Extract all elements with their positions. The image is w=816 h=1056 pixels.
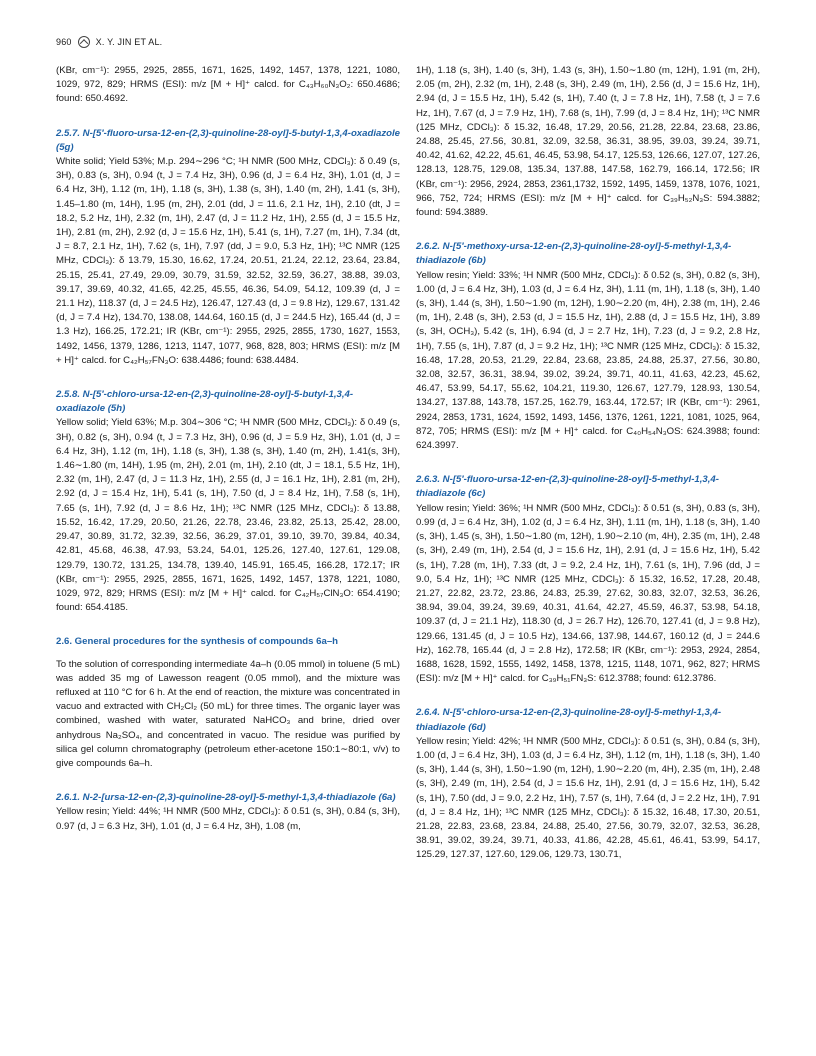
- paragraph-6d: Yellow resin; Yield: 42%; ¹H NMR (500 MHz, CDCl₃): δ 0.51 (s, 3H), 0.84 (s, 3H), 1.00 (d, J = 6.4 Hz, 3H), 1.03 (d, J = 6.4 Hz, 3H), 1.12 (m, 1H), 1.18 (s, 3H), 1.40 (s, 3H), 1.44 (s, 3H), 1.50∼1.90 (m, 12H), 1.90∼2.20 (m, 4H), 2.35 (m, 1H), 2.48 (s, 3H), 2.49 (m, 1H), 2.54 (d, J = 15.6 Hz, 1H), 2.91 (d, J = 15.6 Hz, 1H), 5.42 (s, 1H), 7.50 (dd, J = 9.0, 2.2 Hz, 1H), 7.57 (s, 1H), 7.64 (d, J = 2.2 Hz, 1H), 7.91 (d, J = 8.4 Hz, 1H); ¹³C NMR (125 MHz, CDCl₃): δ 15.32, 16.48, 17.30, 20.51, 21.28, 22.83, 23.68, 23.84, 24.88, 25.40, 27.56, 30.79, 32.07, 32.53, 36.28, 38.91, 39.02, 39.24, 39.71, 40.33, 41.86, 42.28, 45.61, 46.41, 53.99, 54.17, 125.29, 127.37, 127.60, 129.06, 129.73, 130.71,: [416, 735, 760, 861]
- paragraph-general-procedure: To the solution of corresponding intermediate 4a–h (0.05 mmol) in toluene (5 mL) was added 35 mg of Lawesson reagent (0.05 mmol), and the mixture was refluxed at 110 °C for 6 h. At the end of reaction, the mixture was concentrated in vacuo and extracted with CH₂Cl₂ (50 mL) for three times. The organic layer was combined, washed with water, saturated NaHCO₃ and brine, dried over anhydrous Na₂SO₄, and concentrated in vacuo. The residue was purified by silica gel column chromatography (petroleum ether-acetone 150:1∼80:1, v/v) to give compounds 6a–h.: [56, 658, 400, 769]
- page-number: 960: [56, 37, 72, 47]
- section-heading-6a: 2.6.1. N-2-[ursa-12-en-(2,3)-quinoline-28-oyl]-5-methyl-1,3,4-thiadiazole (6a): [56, 792, 396, 804]
- running-authors: X. Y. JIN ET AL.: [95, 37, 163, 47]
- paragraph-6a-continued: 1H), 1.18 (s, 3H), 1.40 (s, 3H), 1.43 (s, 3H), 1.50∼1.80 (m, 12H), 1.91 (m, 2H), 2.05 (m, 2H), 2.32 (m, 1H), 2.48 (s, 3H), 2.49 (m, 1H), 2.56 (d, J = 15.6 Hz, 1H), 2.94 (d, J = 15.5 Hz, 1H), 5.42 (s, 1H), 7.40 (t, J = 7.8 Hz, 1H), 7.58 (t, J = 7.6 Hz, 1H), 7.67 (d, J = 7.9 Hz, 1H), 7.68 (s, 1H), 7.99 (d, J = 8.4 Hz, 1H); ¹³C NMR (125 MHz, CDCl₃): δ 15.32, 16.48, 17.29, 20.56, 21.28, 22.84, 23.68, 23.86, 24.88, 25.45, 27.56, 30.81, 32.09, 32.58, 36.31, 38.95, 39.03, 39.24, 39.71, 40.42, 41.62, 42.22, 45.61, 46.45, 53.98, 54.17, 125.53, 126.66, 127.07, 127.26, 128.13, 128.75, 129.08, 135.34, 137.88, 147.58, 162.79, 166.14, 172.56; IR (KBr, cm⁻¹): 2956, 2924, 2853, 2361,1732, 1592, 1495, 1459, 1378, 1076, 1021, 966, 752, 724; HRMS (ESI): m/z [M + H]⁺ calcd. for C₃₉H₅₂N₃S: 594.3882; found: 594.3889.: [416, 65, 760, 219]
- section-heading-6c: 2.6.3. N-[5′-fluoro-ursa-12-en-(2,3)-quinoline-28-oyl]-5-methyl-1,3,4-thiadiazole (6c): [416, 474, 719, 500]
- paragraph-5f-continued: (KBr, cm⁻¹): 2955, 2925, 2855, 1671, 1625, 1492, 1457, 1378, 1221, 1080, 1029, 972, 829; HRMS (ESI): m/z [M + H]⁺ calcd. for C₄₃H₆₀N₃O₂: 650.4686; found: 650.4692.: [56, 65, 400, 105]
- journal-logo-icon: [78, 36, 90, 48]
- section-heading-2-6: 2.6. General procedures for the synthesis of compounds 6a–h: [56, 636, 339, 648]
- right-column: [416, 64, 760, 863]
- running-header: [56, 36, 162, 48]
- section-heading-5g: 2.5.7. N-[5′-fluoro-ursa-12-en-(2,3)-quinoline-28-oyl]-5-butyl-1,3,4-oxadiazole (5g): [56, 127, 400, 153]
- paragraph-6b: Yellow resin; Yield: 33%; ¹H NMR (500 MHz, CDCl₃): δ 0.52 (s, 3H), 0.82 (s, 3H), 1.00 (d, J = 6.4 Hz, 3H), 1.03 (d, J = 6.4 Hz, 3H), 1.11 (m, 1H), 1.18 (s, 3H), 1.40 (s, 3H), 1.44 (s, 3H), 1.50∼1.90 (m, 12H), 1.90∼2.20 (m, 4H), 2.38 (m, 1H), 2.46 (m, 1H), 2.48 (s, 3H), 2.53 (d, J = 15.5 Hz, 1H), 2.88 (d, J = 15.5 Hz, 1H), 3.89 (s, 3H, OCH₃), 5.42 (s, 1H), 6.94 (d, J = 2.7 Hz, 1H), 7.23 (d, J = 9.2, 2.8 Hz, 1H), 7.55 (s, 1H), 7.87 (d, J = 9.2 Hz, 1H); ¹³C NMR (125 MHz, CDCl₃): δ 15.32, 16.48, 17.28, 20.53, 21.29, 22.84, 23.68, 23.85, 24.88, 25.37, 27.56, 30.80, 32.08, 32.57, 36.31, 38.94, 39.02, 39.24, 39.71, 40.11, 41.63, 42.23, 45.62, 46.47, 53.99, 54.17, 55.62, 104.21, 119.30, 126.67, 127.79, 128.93, 130.54, 134.27, 137.88, 143.78, 157.25, 162.79, 163.44, 172.57; IR (KBr, cm⁻¹): 2961, 2924, 2853, 1731, 1624, 1592, 1493, 1456, 1376, 1261, 1221, 1081, 1025, 964, 872, 705; HRMS (ESI): m/z [M + H]⁺ calcd. for C₄₀H₅₄N₃OS: 624.3988; found: 624.3997.: [416, 269, 760, 452]
- paragraph-5h: Yellow solid; Yield 63%; M.p. 304∼306 °C; ¹H NMR (500 MHz, CDCl₃): δ 0.49 (s, 3H), 0.82 (s, 3H), 0.94 (t, J = 7.3 Hz, 3H), 0.96 (d, J = 5.9 Hz, 3H), 1.01 (d, J = 6.4 Hz, 3H), 1.12 (m, 1H), 1.18 (s, 3H), 1.38 (s, 3H), 1.40 (m, 2H), 1.41(s, 3H), 1.46∼1.80 (m, 14H), 1.95 (m, 2H), 2.01 (m, 1H), 2.10 (dt, J = 18.1, 5.5 Hz, 1H), 2.32 (m, 1H), 2.47 (d, J = 11.3 Hz, 1H), 2.55 (d, J = 16.1 Hz, 1H), 2.81 (m, 2H), 2.92 (d, J = 15.4 Hz, 1H), 5.41 (s, 1H), 7.50 (d, J = 8.4 Hz, 1H), 7.58 (s, 1H), 7.65 (s, 1H), 7.92 (d, J = 8.6 Hz, 1H); ¹³C NMR (125 MHz, CDCl₃): δ 13.88, 15.52, 16.42, 17.29, 20.50, 21.26, 22.78, 23.46, 23.82, 25.13, 25.42, 28.00, 29.47, 30.89, 31.72, 32.39, 32.56, 36.29, 37.01, 39.10, 39.70, 39.84, 40.34, 42.81, 45.68, 46.38, 47.93, 53.24, 54.01, 125.26, 127.40, 127.61, 129.08, 129.79, 130.72, 131.25, 134.78, 139.40, 145.91, 165.45, 166.28, 172.17; IR (KBr, cm⁻¹): 2955, 2925, 2855, 1671, 1625, 1492, 1457, 1378, 1221, 1080, 1029, 972, 829; HRMS (ESI): m/z [M + H]⁺ calcd. for C₄₂H₅₇ClN₃O: 654.4190; found: 654.4185.: [56, 417, 400, 614]
- paragraph-5g: White solid; Yield 53%; M.p. 294∼296 °C; ¹H NMR (500 MHz, CDCl₃): δ 0.49 (s, 3H), 0.83 (s, 3H), 0.94 (t, J = 7.4 Hz, 3H), 0.96 (d, J = 6.4 Hz, 3H), 1.01 (d, J = 6.4 Hz, 3H), 1.12 (m, 1H), 1.18 (s, 3H), 1.38 (s, 3H), 1.40 (m, 2H), 1.41 (s, 3H), 1.45–1.80 (m, 14H), 1.95 (m, 2H), 2.01 (dd, J = 11.6, 2.1 Hz, 1H), 2.10 (dt, J = 18.2, 5.2 Hz, 1H), 2.32 (m, 1H), 2.47 (d, J = 11.2 Hz, 1H), 2.55 (d, J = 15.5 Hz, 1H), 2.81 (m, 2H), 2.92 (d, J = 15.6 Hz, 1H), 5.41 (s, 1H), 7.27 (m, 1H), 7.34 (dt, J = 8.7, 2.1 Hz, 1H), 7.62 (s, 1H), 7.97 (dd, J = 9.0, 5.3 Hz, 1H); ¹³C NMR (125 MHz, CDCl₃): δ 13.79, 15.30, 16.62, 17.24, 20.51, 21.24, 22.12, 23.64, 23.84, 25.15, 25.41, 27.49, 29.09, 30.79, 31.59, 32.52, 32.59, 36.27, 38.88, 39.03, 39.17, 39.69, 40.32, 41.65, 42.25, 45.55, 46.36, 54.09, 54.12, 109.39 (d, J = 21.1 Hz), 118.37 (d, J = 24.5 Hz), 126.47, 127.43 (d, J = 9.8 Hz), 129.67, 131.42 (d, J = 7.4 Hz), 134.70, 138.08, 144.64, 160.15 (d, J = 244.5 Hz), 165.44 (d, J = 1.3 Hz), 166.25, 172.21; IR (KBr, cm⁻¹): 2955, 2925, 2855, 1730, 1627, 1553, 1492, 1456, 1379, 1286, 1213, 1147, 1077, 968, 828, 803; HRMS (ESI): m/z [M + H]⁺ calcd. for C₄₂H₅₇FN₃O: 638.4486; found: 638.4484.: [56, 156, 400, 366]
- paragraph-6a: Yellow resin; Yield: 44%; ¹H NMR (500 MHz, CDCl₃): δ 0.51 (s, 3H), 0.84 (s, 3H), 0.97 (d, J = 6.3 Hz, 3H), 1.01 (d, J = 6.4 Hz, 3H), 1.08 (m,: [56, 806, 400, 832]
- section-heading-6d: 2.6.4. N-[5′-chloro-ursa-12-en-(2,3)-quinoline-28-oyl]-5-methyl-1,3,4-thiadiazole (6d): [416, 707, 722, 733]
- paragraph-6c: Yellow resin; Yield: 36%; ¹H NMR (500 MHz, CDCl₃): δ 0.51 (s, 3H), 0.83 (s, 3H), 0.99 (d, J = 6.4 Hz, 3H), 1.02 (d, J = 6.4 Hz, 3H), 1.11 (m, 1H), 1.18 (s, 3H), 1.40 (s, 3H), 1.45 (s, 3H), 1.50∼1.80 (m, 12H), 1.90∼2.10 (m, 4H), 2.35 (m, 1H), 2.48 (s, 3H), 2.49 (m, 1H), 2.54 (d, J = 15.6 Hz, 1H), 2.91 (d, J = 15.6 Hz, 1H), 5.42 (s, 1H), 7.28 (m, 1H), 7.33 (dt, J = 9.2, 2.4 Hz, 1H), 7.61 (s, 1H), 7.96 (dd, J = 9.0, 5.4 Hz, 1H); ¹³C NMR (125 MHz, CDCl₃): δ 15.32, 16.52, 17.28, 20.48, 21.27, 22.82, 23.72, 23.86, 24.83, 25.39, 27.62, 30.83, 32.07, 32.53, 36.26, 38.94, 39.04, 39.24, 39.69, 40.31, 41.64, 42.27, 45.59, 46.37, 53.98, 54.18, 109.37 (d, J = 21.1 Hz), 118.30 (d, J = 26.7 Hz), 126.70, 127.41 (d, J = 9.8 Hz), 129.66, 131.45 (d, J = 10.5 Hz), 134.66, 137.98, 144.67, 160.12 (d, J = 244.6 Hz), 162.78, 165.44 (d, J = 2.8 Hz), 172.58; IR (KBr, cm⁻¹): 2953, 2924, 2854, 1688, 1628, 1592, 1555, 1492, 1458, 1378, 1215, 1148, 1071, 962, 827; HRMS (ESI): m/z [M + H]⁺ calcd. for C₃₉H₅₁FN₃S: 612.3788; found: 612.3786.: [416, 502, 760, 685]
- section-heading-5h: 2.5.8. N-[5′-chloro-ursa-12-en-(2,3)-quinoline-28-oyl]-5-butyl-1,3,4-oxadiazole (5h): [56, 389, 354, 415]
- left-column: [56, 64, 400, 834]
- section-heading-6b: 2.6.2. N-[5′-methoxy-ursa-12-en-(2,3)-quinoline-28-oyl]-5-methyl-1,3,4-thiadiazole (6b): [416, 241, 732, 267]
